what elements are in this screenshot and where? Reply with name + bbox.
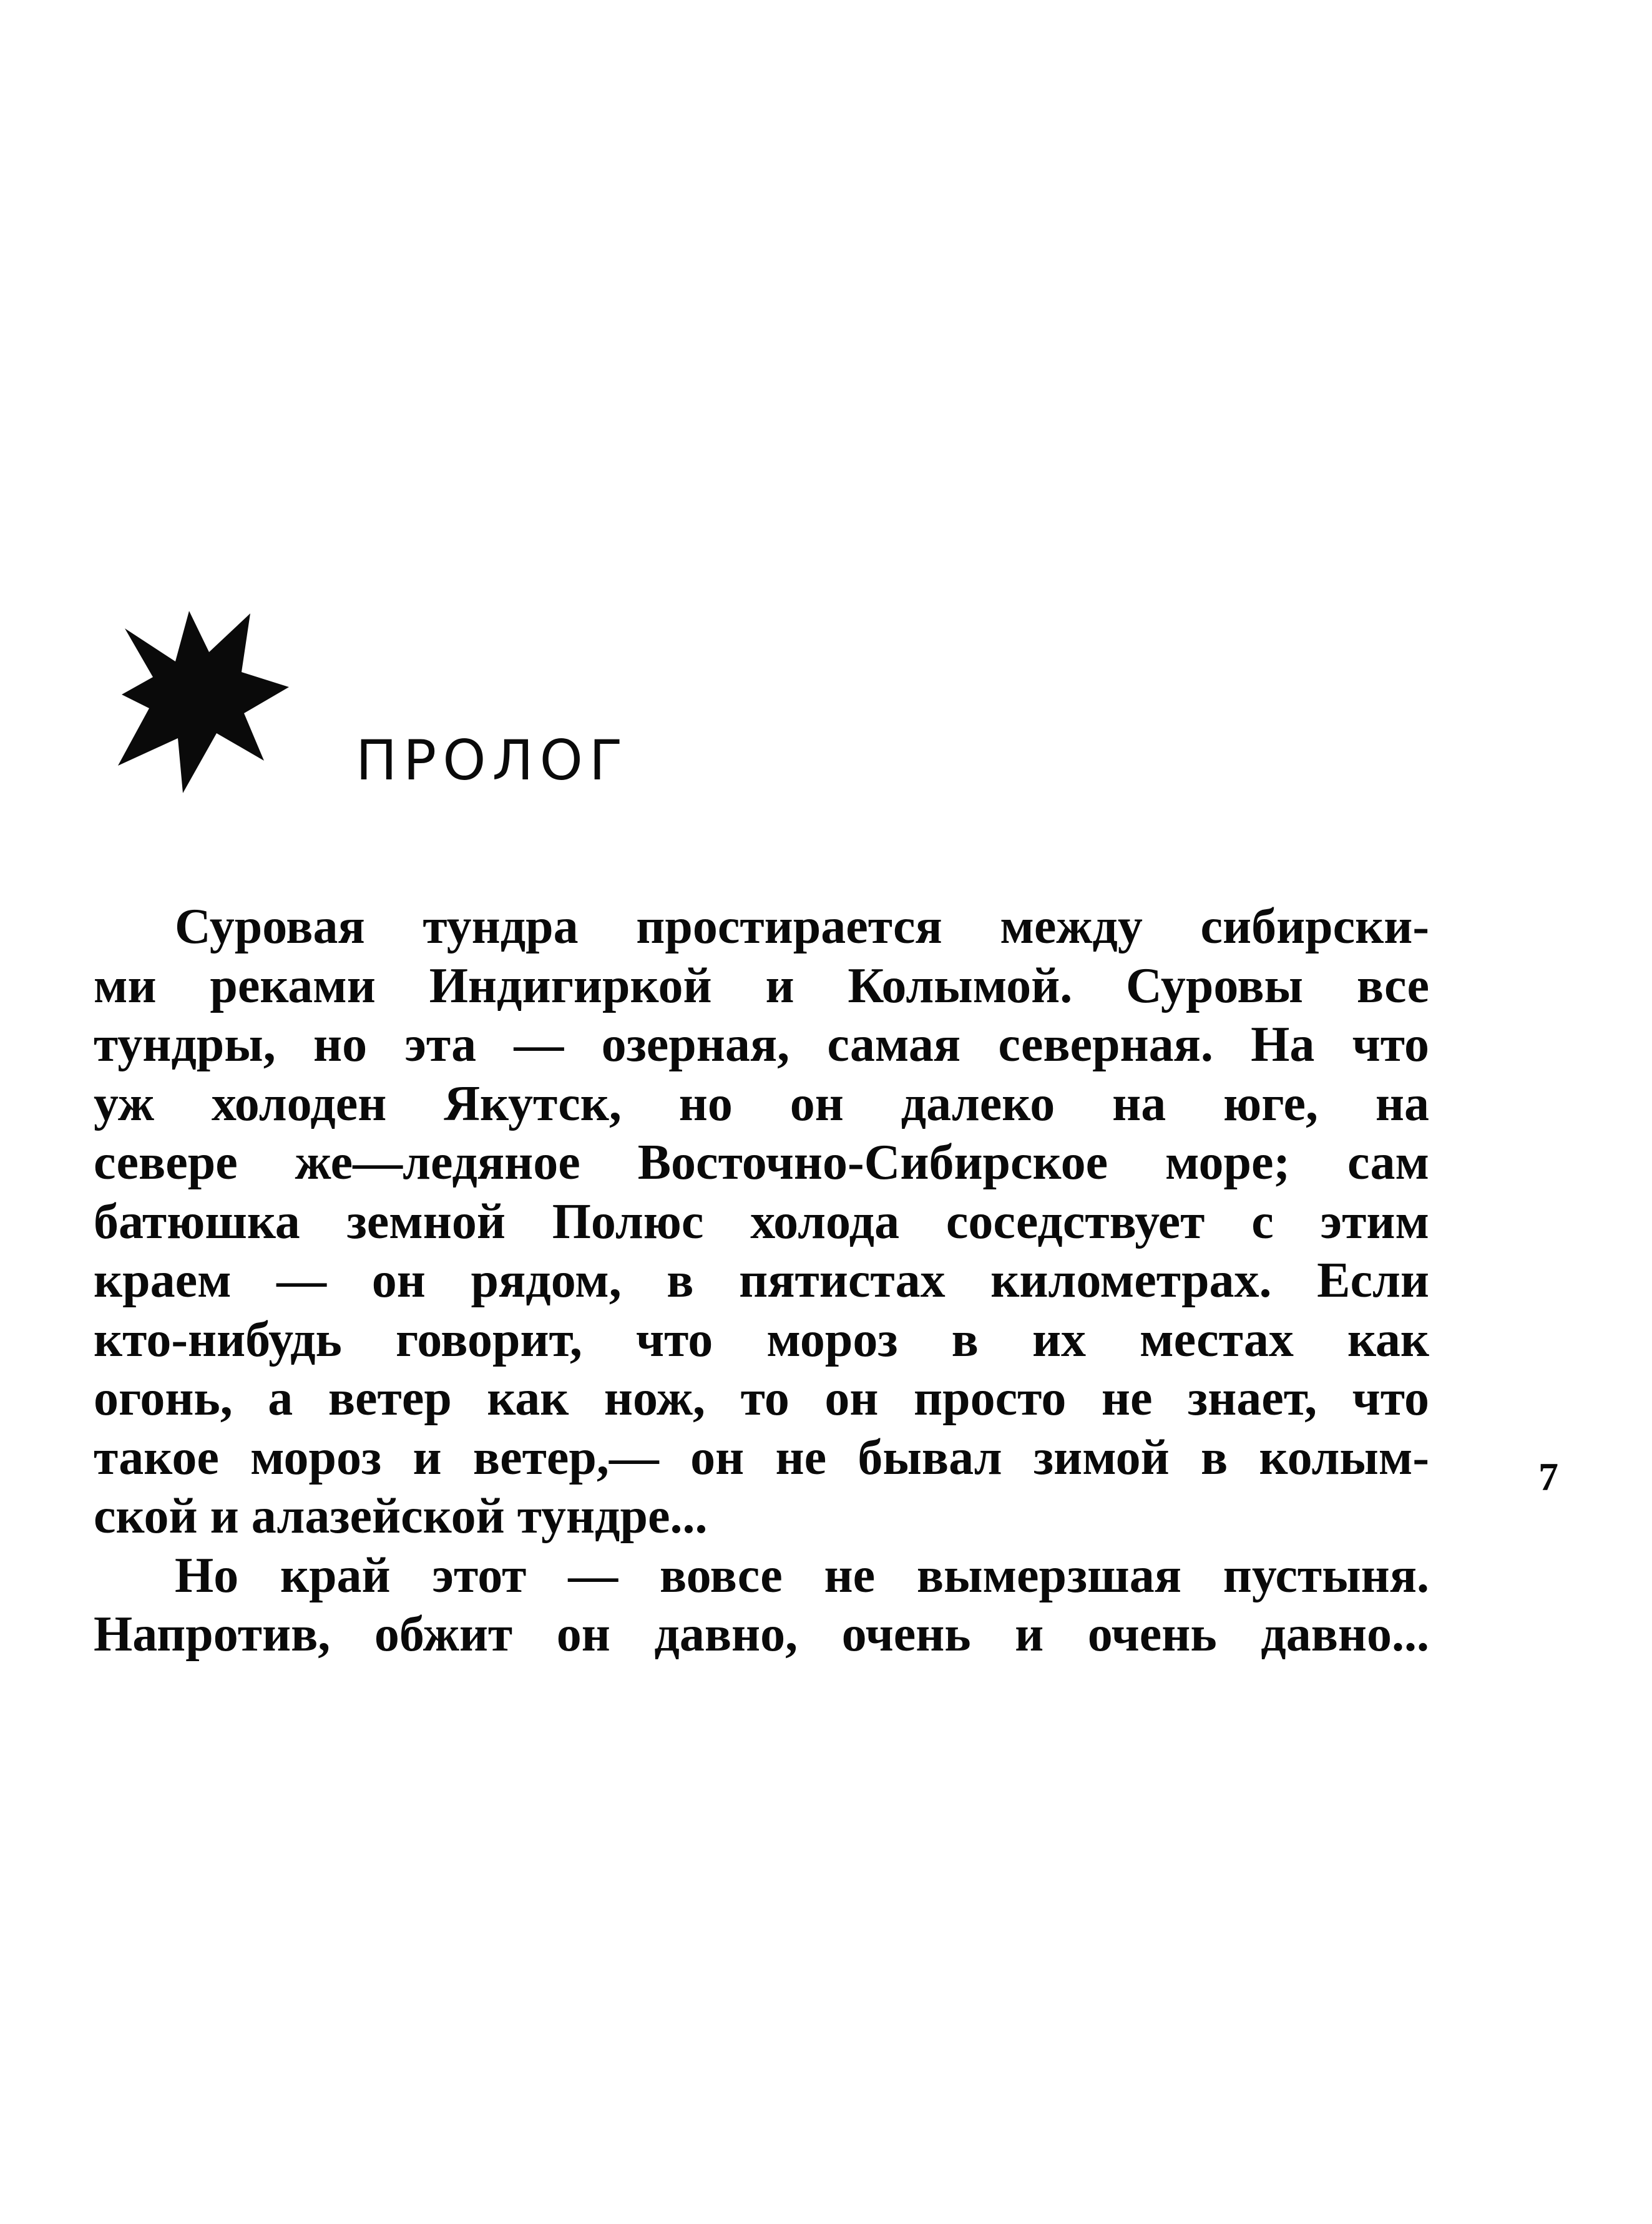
text-line: такое мороз и ветер,— он не бывал зимой в колым-: [94, 1430, 1429, 1485]
text-line: Суровая тундра простирается между сибирски-: [175, 899, 1429, 954]
body-text: [94, 897, 1429, 1664]
text-line: Но край этот — вовсе не вымерзшая пустыня.: [175, 1548, 1429, 1603]
text-line: батюшка земной Полюс холода соседствует с этим: [94, 1194, 1429, 1249]
text-line: огонь, а ветер как нож, то он просто не знает, что: [94, 1371, 1429, 1426]
text-line: севере же—ледяное Восточно-Сибирское море; сам: [94, 1135, 1429, 1190]
text-line: ской и алазейской тундре...: [94, 1489, 708, 1544]
paragraph: [94, 1546, 1429, 1664]
text-line: тундры, но эта — озерная, самая северная. На что: [94, 1017, 1429, 1072]
text-line: уж холоден Якутск, но он далеко на юге, на: [94, 1076, 1429, 1131]
text-line: ми реками Индигиркой и Колымой. Суровы все: [94, 958, 1429, 1013]
text-line: Напротив, обжит он давно, очень и очень давно...: [94, 1607, 1429, 1662]
paragraph: [94, 897, 1429, 1546]
text-line: кто-нибудь говорит, что мороз в их местах как: [94, 1312, 1429, 1367]
text-line: краем — он рядом, в пятистах километрах. Если: [94, 1253, 1429, 1308]
page-number: 7: [1538, 1455, 1558, 1499]
chapter-heading: ПРОЛОГ: [356, 728, 629, 793]
eight-point-star-icon: [115, 608, 296, 796]
